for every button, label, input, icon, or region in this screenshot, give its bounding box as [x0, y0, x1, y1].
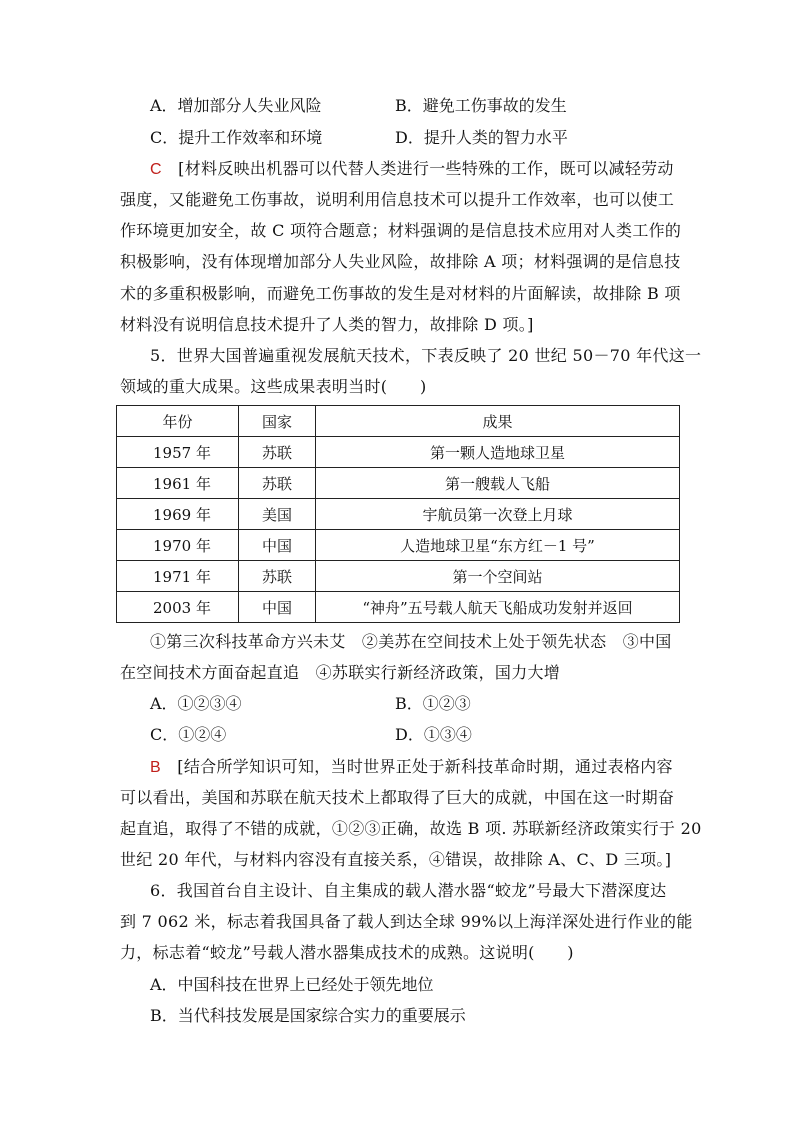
q5-option-b: B．①②③ [395, 694, 471, 713]
table-cell-country: 中国 [239, 530, 316, 561]
q5-explanation-line-2: 可以看出，美国和苏联在航天技术上都取得了巨大的成就，中国在这一时期奋 [120, 788, 675, 807]
table-cell-result: 宇航员第一次登上月球 [316, 499, 680, 530]
q6-stem-line-2: 到 7 062 米，标志着我国具备了载人到达全球 99%以上海洋深处进行作业的能 [120, 912, 693, 931]
q6-option-a: A．中国科技在世界上已经处于领先地位 [150, 975, 434, 994]
table-header-row [117, 406, 680, 437]
table-cell-year: 2003 年 [117, 592, 239, 623]
table-cell-country: 苏联 [239, 561, 316, 592]
q5-stem-line-2: 领域的重大成果。这些成果表明当时( ) [120, 377, 427, 396]
table-cell-result: 第一颗人造地球卫星 [316, 437, 680, 468]
table-cell-year: 1957 年 [117, 437, 239, 468]
q5-statements-line-1: ①第三次科技革命方兴未艾 ②美苏在空间技术上处于领先状态 ③中国 [150, 632, 672, 651]
q4-option-d: D．提升人类的智力水平 [395, 128, 568, 147]
table-row [117, 561, 680, 592]
q6-stem-line-3: 力，标志着“蛟龙”号载人潜水器集成技术的成熟。这说明( ) [120, 943, 574, 962]
table-cell-result: 人造地球卫星“东方红－1 号” [316, 530, 680, 561]
table-header-year: 年份 [117, 406, 239, 437]
q5-explanation-line-1: B [结合所学知识可知，当时世界正处于新科技革命时期，通过表格内容 [150, 757, 673, 776]
q4-option-a: A．增加部分人失业风险 [150, 96, 322, 115]
table-cell-result: “神舟”五号载人航天飞船成功发射并返回 [316, 592, 680, 623]
q4-explanation-line-6: 材料没有说明信息技术提升了人类的智力，故排除 D 项。] [120, 315, 534, 334]
table-row [117, 499, 680, 530]
table-row [117, 530, 680, 561]
q4-option-c: C．提升工作效率和环境 [150, 128, 323, 147]
table-row [117, 468, 680, 499]
table-cell-year: 1961 年 [117, 468, 239, 499]
q5-option-c: C．①②④ [150, 725, 227, 744]
q5-option-d: D．①③④ [395, 725, 472, 744]
table-cell-result: 第一个空间站 [316, 561, 680, 592]
table-cell-year: 1970 年 [117, 530, 239, 561]
q4-explanation-line-1: C [材料反映出机器可以代替人类进行一些特殊的工作，既可以减轻劳动 [150, 159, 674, 178]
q5-option-a: A．①②③④ [150, 694, 242, 713]
achievements-table [116, 405, 680, 623]
q5-explanation-line-3: 起直追，取得了不错的成就，①②③正确，故选 B 项. 苏联新经济政策实行于 20 [120, 819, 702, 838]
q4-answer: C [150, 161, 162, 178]
table-cell-result: 第一艘载人飞船 [316, 468, 680, 499]
q5-explanation-line-4: 世纪 20 年代，与材料内容没有直接关系，④错误，故排除 A、C、D 三项。] [120, 850, 672, 869]
q4-explanation-line-4: 积极影响，没有体现增加部分人失业风险，故排除 A 项；材料强调的是信息技 [120, 252, 681, 271]
table-row [117, 437, 680, 468]
table-cell-country: 苏联 [239, 437, 316, 468]
table-cell-country: 苏联 [239, 468, 316, 499]
q6-stem-line-1: 6．我国首台自主设计、自主集成的载人潜水器“蛟龙”号最大下潜深度达 [150, 881, 667, 900]
q4-option-b: B．避免工伤事故的发生 [395, 96, 567, 115]
q4-explanation-line-2: 强度，又能避免工伤事故，说明利用信息技术可以提升工作效率，也可以使工 [120, 190, 675, 209]
table-cell-country: 美国 [239, 499, 316, 530]
table-cell-year: 1971 年 [117, 561, 239, 592]
table-header-country: 国家 [239, 406, 316, 437]
q4-explanation-line-3: 作环境更加安全，故 C 项符合题意；材料强调的是信息技术应用对人类工作的 [120, 221, 682, 240]
q5-statements-line-2: 在空间技术方面奋起直追 ④苏联实行新经济政策，国力大增 [120, 663, 561, 682]
q5-stem-line-1: 5．世界大国普遍重视发展航天技术，下表反映了 20 世纪 50－70 年代这一 [150, 346, 702, 365]
q5-answer: B [150, 759, 161, 776]
q6-option-b: B．当代科技发展是国家综合实力的重要展示 [150, 1006, 466, 1025]
table-cell-year: 1969 年 [117, 499, 239, 530]
q4-explanation-line-5: 术的多重积极影响，而避免工伤事故的发生是对材料的片面解读，故排除 B 项 [120, 284, 681, 303]
table-header-result: 成果 [316, 406, 680, 437]
table-cell-country: 中国 [239, 592, 316, 623]
table-row [117, 592, 680, 623]
